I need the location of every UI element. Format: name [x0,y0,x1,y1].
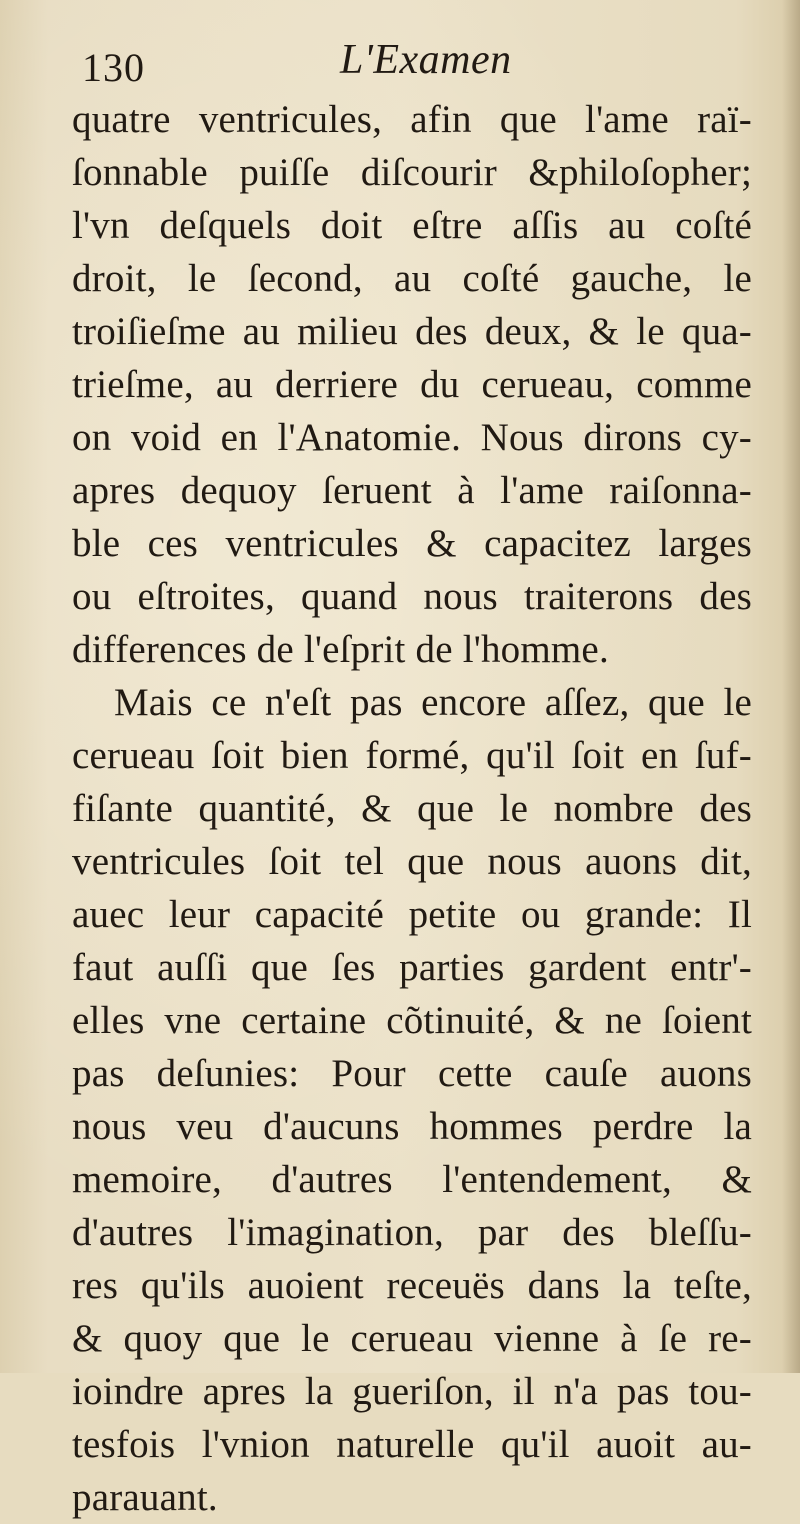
text-line: fiſante quantité, & que le nombre des [72,787,752,830]
text-line: ventricules ſoit tel que nous auons dit, [72,840,752,883]
page-header [0,30,800,90]
text-line: elles vne certaine cõtinuité, & ne ſoient [72,999,752,1042]
text-line: l'vn deſquels doit eſtre aſſis au coſté [72,204,752,247]
page-number: 130 [82,45,145,90]
text-line: & quoy que le cerueau vienne à ſe re- [72,1317,752,1360]
text-line: auec leur capacité petite ou grande: Il [72,893,752,936]
body-text [72,93,752,1524]
text-line: ioindre apres la gueriſon, il n'a pas tou- [72,1370,752,1413]
text-line: ſonnable puiſſe diſcourir &philoſopher; [72,151,752,194]
running-head: L'Examen [340,37,512,83]
page-edge-shadow [782,0,800,1373]
text-line: tesfois l'vnion naturelle qu'il auoit au- [72,1423,752,1466]
text-line: parauant. [72,1476,218,1519]
text-line: Mais ce n'eſt pas encore aſſez, que le [114,681,752,724]
text-line: cerueau ſoit bien formé, qu'il ſoit en ſuf- [72,734,752,777]
text-line: differences de l'eſprit de l'homme. [72,628,609,671]
text-line: quatre ventricules, afin que l'ame raï- [72,98,752,141]
text-line: on void en l'Anatomie. Nous dirons cy- [72,416,752,459]
text-line: res qu'ils auoient receuës dans la teſte, [72,1264,752,1307]
text-line: apres dequoy ſeruent à l'ame raiſonna- [72,469,752,512]
text-line: pas deſunies: Pour cette cauſe auons [72,1052,752,1095]
text-line: faut auſſi que ſes parties gardent entr'- [72,946,752,989]
text-line: memoire, d'autres l'entendement, & [72,1158,752,1201]
text-line: ble ces ventricules & capacitez larges [72,522,752,565]
text-line: trieſme, au derriere du cerueau, comme [72,363,752,406]
text-line: droit, le ſecond, au coſté gauche, le [72,257,752,300]
text-line: nous veu d'aucuns hommes perdre la [72,1105,752,1148]
text-line: d'autres l'imagination, par des bleſſu- [72,1211,752,1254]
text-line: troiſieſme au milieu des deux, & le qua- [72,310,752,353]
text-line: ou eſtroites, quand nous traiterons des [72,575,752,618]
